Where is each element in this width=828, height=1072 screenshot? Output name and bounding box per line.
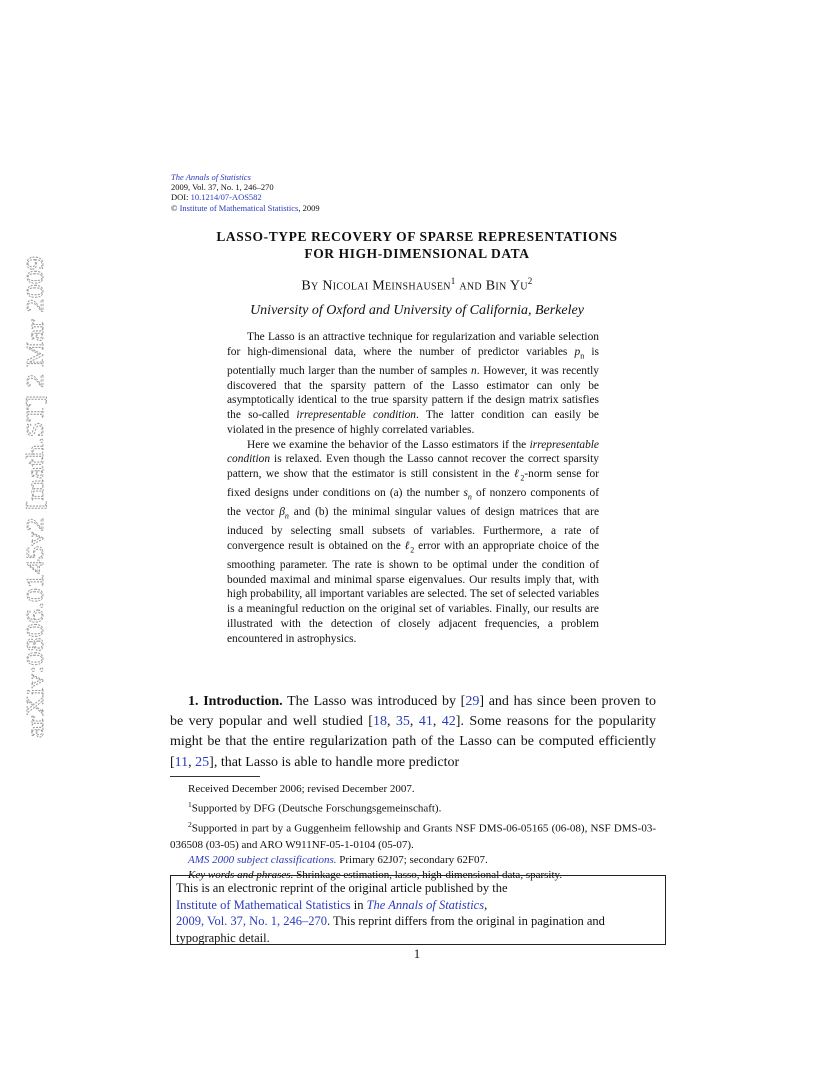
citation-11[interactable]: 11 (174, 754, 189, 770)
journal-name-link[interactable]: The Annals of Statistics (171, 172, 251, 182)
pn-symbol: n (580, 351, 585, 361)
citation-41[interactable]: 41 (418, 714, 433, 730)
title-line-1: LASSO-TYPE RECOVERY OF SPARSE REPRESENTATIONS (216, 229, 618, 244)
footnote-2: $^2$Supported in part by a Guggenheim fellowship and Grants NSF DMS-06-05165 (06-08), NSF DMS-03-036508 (03-05) and ARO W911NF-05-1-0104 (05-07). (170, 820, 656, 851)
citation-29[interactable]: 29 (465, 694, 480, 709)
reprint-notice-box: This is an electronic reprint of the original article published by the Institute of Mathematical Statistics in The Annals of Statistics, 2009, Vol. 37, No. 1, 246–270. This reprint differs from the original in pagination and typographic detail. (170, 875, 666, 945)
intro-paragraph: 1. Introduction. The Lasso was introduced by [29] and has since been proven to be very popular and well studied [18, 35, 41, 42]. Some reasons for the popularity might be that the entire regularization path of the Lasso can be computed efficiently [11, 25], that Lasso is able to handle more predictor (170, 694, 657, 770)
ams-classification-link[interactable]: AMS 2000 subject classifications. (188, 853, 337, 866)
abstract-paragraph-2: Here we examine the behavior of the Lasso estimators if the irrepresentable condition is relaxed. Even though the Lasso cannot recover the correct sparsity pattern, we show that the estimator is still consistent in the ℓ$_2$-norm sense for fixed designs under conditions on (a) the number $s_n$ of nonzero components of the vector $\beta_n$ and (b) the minimal singular values of design matrices that are induced by selecting small subsets of variables. Furthermore, a rate of convergence result is obtained on the ℓ$_2$ error with an appropriate choice of the smoothing parameter. The rate is shown to be optimal under the condition of bounded maximal and minimal sparse eigenvalues. Our results imply that, with high probability, all important variables are selected. The set of selected variables is a meaningful reduction on the original set of variables. Finally, our results are illustrated with the detection of closely adjacent frequencies, a problem encountered in astrophysics. (227, 438, 599, 645)
irrepresentable-term: irrepresentable condition (296, 409, 416, 422)
journal-metadata (171, 172, 320, 213)
keywords: Key words and phrases. Shrinkage estimation, lasso, high-dimensional data, sparsity. (188, 869, 563, 882)
author-line (170, 276, 664, 295)
paper-title (170, 228, 664, 262)
by-word: By (301, 278, 323, 294)
author-meinshausen: Nicolai Meinshausen (322, 278, 451, 294)
title-line-2: FOR HIGH-DIMENSIONAL DATA (304, 246, 530, 261)
l2-symbol-2: ℓ$_2$ (404, 539, 415, 555)
citation-25[interactable]: 25 (195, 754, 210, 770)
sn-symbol: $s_n$ (463, 487, 472, 502)
copyright-year: , 2009 (298, 202, 320, 213)
journal-link[interactable]: The Annals of Statistics (366, 897, 485, 912)
citation-link[interactable]: 2009, Vol. 37, No. 1, 246–270 (176, 914, 327, 929)
beta-symbol: $\beta_n$ (279, 506, 289, 521)
arxiv-identifier-stamp (14, 236, 54, 756)
ams-classifications: AMS 2000 subject classifications. Primary 62J07; secondary 62F07. (188, 853, 488, 866)
received-dates: Received December 2006; revised December 2007. (188, 783, 415, 795)
doi-label: DOI: (171, 192, 191, 203)
abstract-paragraph-1: The Lasso is an attractive technique for regularization and variable selection for high-dimensional data, where the number of predictor variables $p_n$ is potentially much larger than the number of samples n. However, it was recently discovered that the sparsity pattern of the Lasso estimator can only be asymptotically identical to the true sparsity pattern if the design matrix satisfies the so-called irrepresentable condition. The latter condition can easily be violated in the presence of highly correlated variables. (227, 331, 599, 436)
author-yu: Bin Yu (485, 278, 528, 294)
footnote-1: $^1$Supported by DFG (Deutsche Forschungsgemeinschaft). (188, 800, 442, 816)
author2-footnote-mark: 2 (527, 276, 533, 286)
l2-symbol: ℓ$_2$ (513, 468, 525, 483)
copyright-holder-link[interactable]: Institute of Mathematical Statistics (179, 202, 299, 213)
page-number: 1 (413, 947, 421, 961)
footnote-divider (170, 776, 260, 777)
citation-18[interactable]: 18 (372, 714, 387, 730)
citation-35[interactable]: 35 (395, 714, 410, 730)
doi-link[interactable]: 10.1214/07-AOS582 (190, 192, 262, 203)
and-word: and (455, 278, 486, 294)
section-heading: 1. Introduction. (188, 694, 283, 709)
ims-link[interactable]: Institute of Mathematical Statistics (176, 897, 351, 912)
citation-42[interactable]: 42 (441, 714, 456, 730)
copyright-symbol: © (171, 202, 178, 213)
abstract (227, 330, 599, 646)
arxiv-identifier-text: arXiv:0806.0145v2 [math.ST] 2 Mar 2009 (23, 328, 49, 738)
affiliation: University of Oxford and University of California, Berkeley (250, 303, 584, 318)
n-symbol: n (471, 364, 477, 377)
author1-footnote-mark: 1 (450, 276, 456, 286)
footnotes (170, 782, 656, 884)
introduction-section (170, 692, 656, 773)
journal-volume-line: 2009, Vol. 37, No. 1, 246–270 (171, 182, 274, 193)
irrepresentable-term-2: irrepresentable condition (227, 438, 599, 466)
